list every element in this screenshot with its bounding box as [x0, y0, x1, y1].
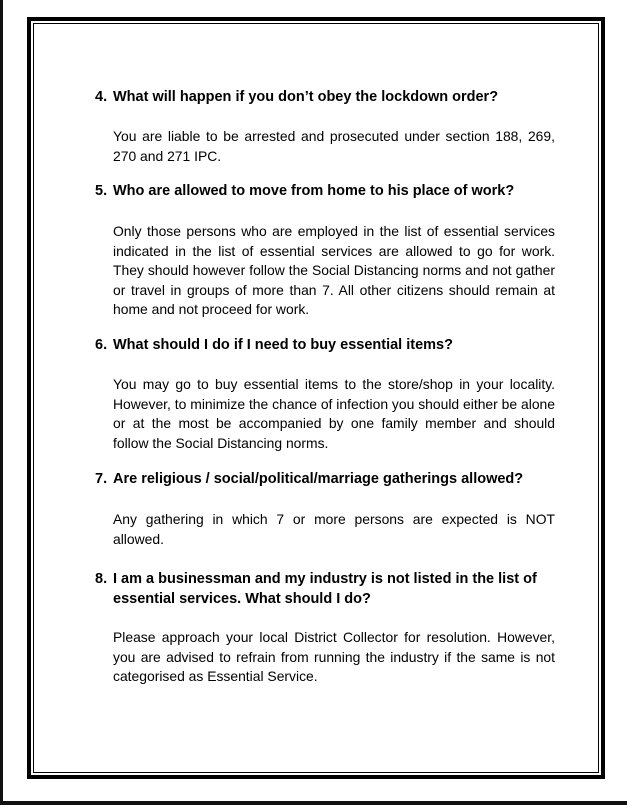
faq-question-text-6: What should I do if I need to buy essential items? — [113, 337, 453, 353]
faq-number-8: 8. — [95, 571, 108, 587]
faq-question-6 — [95, 335, 565, 355]
faq-number-4: 4. — [95, 89, 108, 105]
faq-answer-7: Any gathering in which 7 or more persons are expected is NOT allowed. — [113, 511, 555, 547]
faq-number-5: 5. — [95, 183, 108, 199]
faq-answer-8: Please approach your local District Collector for resolution. However, you are advised to refrain from running the industry if the same is not categorised as Essential Service. — [113, 629, 555, 685]
faq-answer-5: Only those persons who are employed in the list of essential services indicated in the list of essential services are allowed to go for work. They should however follow the Social Distancing norms and not gather or travel in groups of more than 7. All other citizens should remain at home and not proceed for work. — [113, 223, 555, 318]
faq-question-text-5: Who are allowed to move from home to his place of work? — [113, 183, 515, 199]
faq-answer-6: You may go to buy essential items to the store/shop in your locality. However, to minimize the chance of infection you should either be alone or at the most be accompanied by one family member and should follow the Social Distancing norms. — [113, 376, 555, 451]
faq-answer-4: You are liable to be arrested and prosecuted under section 188, 269, 270 and 271 IPC. — [113, 128, 555, 164]
faq-number-6: 6. — [95, 337, 108, 353]
faq-question-7 — [95, 469, 565, 489]
faq-number-7: 7. — [95, 471, 108, 487]
faq-question-text-4: What will happen if you don’t obey the lockdown order? — [113, 89, 499, 105]
faq-question-4 — [95, 87, 565, 107]
faq-question-5 — [95, 181, 565, 201]
faq-question-text-7: Are religious / social/political/marriage gatherings allowed? — [113, 471, 524, 487]
faq-question-text-8: I am a businessman and my industry is not listed in the list of essential services. What should I do? — [113, 571, 537, 607]
faq-question-8 — [95, 569, 568, 609]
